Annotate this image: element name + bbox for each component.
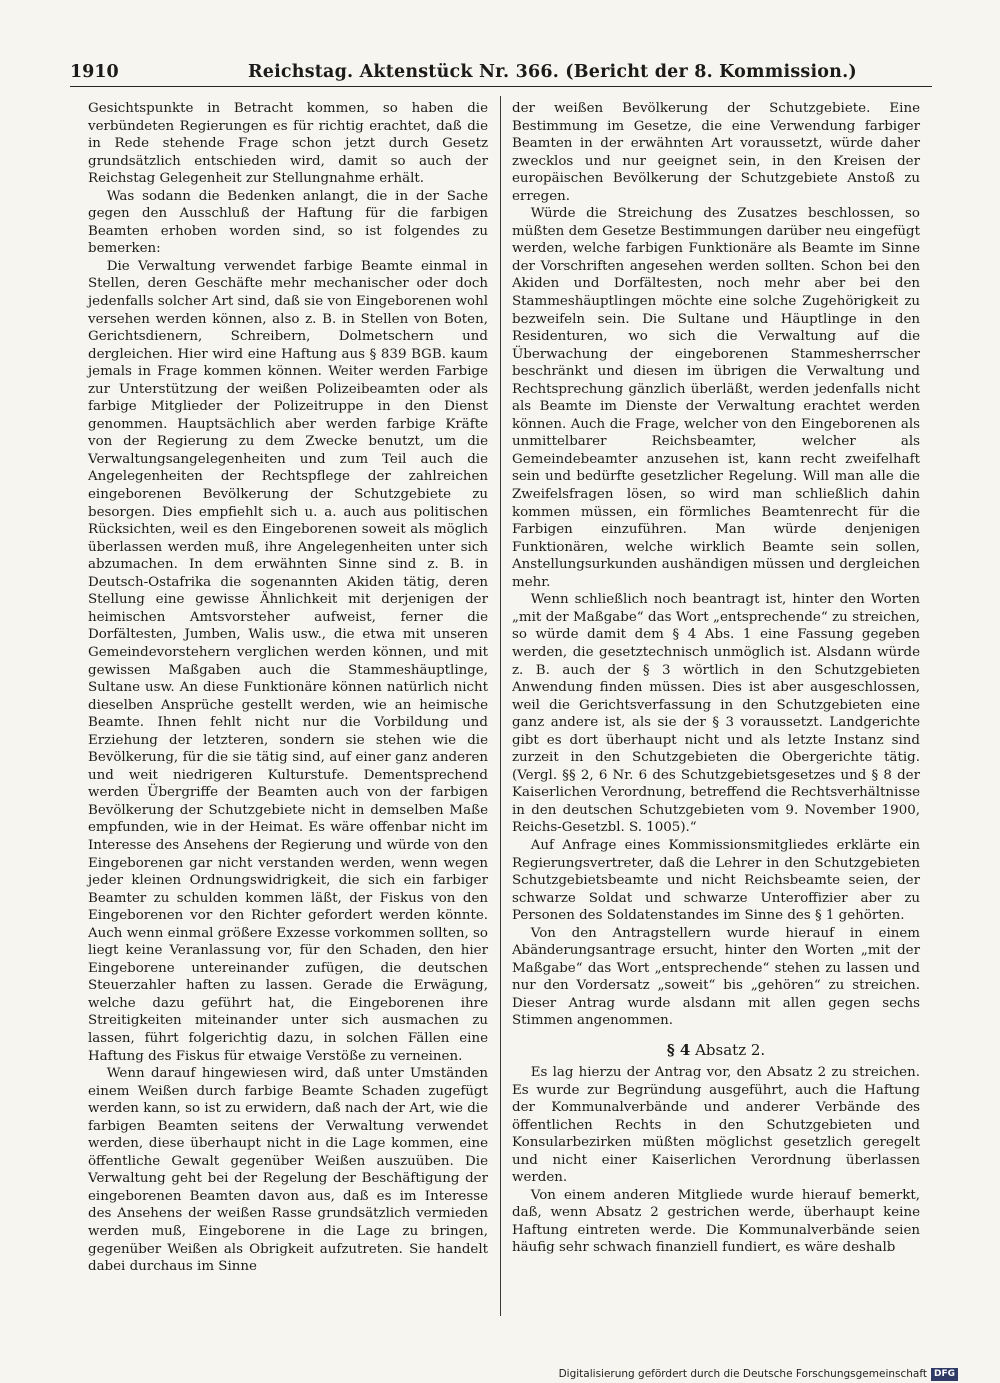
column-divider (500, 96, 501, 1316)
right-column (512, 100, 920, 1257)
paragraph: Gesichtspunkte in Betracht kommen, so haben die verbündeten Regierungen es für richtig erachtet, daß die in Rede stehende Frage schon jetzt durch Gesetz grundsätzlich entschieden wird, damit so auch der Reichstag Gelegenheit zur Stellungnahme erhält. (88, 101, 488, 187)
page-number: 1910 (70, 62, 119, 82)
paragraph: Was sodann die Bedenken anlangt, die in der Sache gegen den Ausschluß der Haftung für die farbigen Beamten erhoben worden sind, so ist folgendes zu bemerken: (88, 188, 488, 257)
left-column (88, 100, 488, 1276)
section-heading (512, 1040, 920, 1060)
footer (559, 1367, 958, 1381)
paragraph: Von einem anderen Mitgliede wurde hierauf bemerkt, daß, wenn Absatz 2 gestrichen werde, überhaupt keine Haftung eintreten werde. Die Kommunalverbände seien häufig sehr schwach finanziell fundiert, es wäre deshalb (512, 1187, 920, 1256)
running-title: Reichstag. Aktenstück Nr. 366. (Bericht der 8. Kommission.) (248, 62, 857, 82)
section-heading-text: Absatz 2. (690, 1040, 766, 1059)
digitization-credit: Digitalisierung gefördert durch die Deutsche Forschungsgemeinschaft (558, 1368, 927, 1380)
paragraph: Würde die Streichung des Zusatzes beschlossen, so müßten dem Gesetze Bestimmungen darüber neu eingefügt werden, welche farbigen Funktionäre als Beamte im Sinne der Vorschriften angesehen werden sollten. Schon bei den Akiden und Dorfältesten, noch mehr aber bei den Stammeshäuptlingen möchte eine solche Zugehörigkeit zu bezweifeln sein. Die Sultane und Häuptlinge in den Residenturen, wo sich die Verwaltung auf die Überwachung der eingeborenen Stammesherrscher beschränkt und diesen im übrigen die Verwaltung und Rechtsprechung gänzlich überläßt, werden jedenfalls nicht als Beamte im Dienste der Verwaltung erachtet werden können. Auch die Frage, welcher von den Eingeborenen als unmittelbarer Reichsbeamter, welcher als Gemeindebeamter anzusehen ist, kann recht zweifelhaft sein und bedürfte gesetzlicher Regelung. Will man alle die Zweifelsfragen lösen, so wird man schließlich dahin kommen müssen, ein förmliches Beamtenrecht für die Farbigen einzuführen. Man würde denjenigen Funktionären, welche wirklich Beamte sein sollen, Anstellungsurkunden aushändigen müssen und dergleichen mehr. (512, 206, 920, 590)
header-rule (70, 86, 932, 87)
paragraph: Auf Anfrage eines Kommissionsmitgliedes erklärte ein Regierungsvertreter, daß die Lehrer in den Schutzgebieten Schutzgebietsbeamte und nicht Reichsbeamte seien, der schwarze Soldat und schwarze Unteroffizier aber zu Personen des Soldatenstandes im Sinne des § 1 gehörten. (512, 837, 920, 924)
dfg-logo: DFG (931, 1368, 958, 1381)
page-header (70, 58, 930, 86)
paragraph: Wenn schließlich noch beantragt ist, hinter den Worten „mit der Maßgabe“ das Wort „entsprechende“ zu streichen, so würde damit dem § 4 Abs. 1 eine Fassung gegeben werden, die gesetztechnisch unmöglich ist. Alsdann würde z. B. auch der § 3 wörtlich in den Schutzgebieten Anwendung finden müssen. Dies ist aber ausgeschlossen, weil die Gerichtsverfassung in den Schutzgebieten eine ganz andere ist, als sie der § 3 voraussetzt. Landgerichte gibt es dort überhaupt nicht und als letzte Instanz sind zurzeit in den Schutzgebieten die Obergerichte tätig. (Vergl. §§ 2, 6 Nr. 6 des Schutzgebietsgesetzes und § 8 der Kaiserlichen Verordnung, betreffend die Rechtsverhältnisse in den deutschen Schutzgebieten vom 9. November 1900, Reichs-Gesetzbl. S. 1005).“ (512, 592, 920, 836)
paragraph: Von den Antragstellern wurde hierauf in einem Abänderungsantrage ersucht, hinter den Worten „mit der Maßgabe“ das Wort „entsprechende“ stehen zu lassen und nur den Vordersatz „soweit“ bis „gehören“ zu streichen. Dieser Antrag wurde alsdann mit allen gegen sechs Stimmen angenommen. (512, 925, 920, 1029)
paragraph: Die Verwaltung verwendet farbige Beamte einmal in Stellen, deren Geschäfte mehr mechanischer oder doch jedenfalls solcher Art sind, daß sie von Eingeborenen wohl versehen werden können, also z. B. in Stellen von Boten, Gerichtsdienern, Schreibern, Dolmetschern und dergleichen. Hier wird eine Haftung aus § 839 BGB. kaum jemals in Frage kommen können. Weiter werden Farbige zur Unterstützung der weißen Polizeibeamten oder als farbige Mitglieder der Polizeitruppe in den Dienst genommen. Hauptsächlich aber werden farbige Kräfte von der Regierung zu dem Zwecke benutzt, um die Verwaltungsangelegenheiten und zum Teil auch die Angelegenheiten der Rechtspflege der zahlreichen eingeborenen Bevölkerung der Schutzgebiete zu besorgen. Dies empfiehlt sich u. a. auch aus politischen Rücksichten, weil es den Eingeborenen soweit als möglich überlassen werden muß, ihre Angelegenheiten unter sich abzumachen. In dem erwähnten Sinne sind z. B. in Deutsch-Ostafrika die sogenannten Akiden tätig, deren Stellung eine gewisse Ähnlichkeit mit derjenigen der heimischen Amtsvorsteher aufweist, ferner die Dorfältesten, Jumben, Walis usw., die etwa mit unseren Gemeindevorstehern verglichen werden können, und mit gewissen Maßgaben auch die Stammeshäuptlinge, Sultane usw. An diese Funktionäre können natürlich nicht dieselben Ansprüche gestellt werden, wie an heimische Beamte. Ihnen fehlt nicht nur die Vorbildung und Erziehung der letzteren, sondern sie stehen wie die Bevölkerung, für die sie tätig sind, auf einer ganz anderen und weit niedrigeren Kulturstufe. Dementsprechend werden Übergriffe der Beamten auch von der farbigen Bevölkerung der Schutzgebiete nicht in demselben Maße empfunden, wie in der Heimat. Es wäre offenbar nicht im Interesse des Ansehens der Regierung und würde von den Eingeborenen gar nicht verstanden werden, wenn wegen jeder kleinen Ordnungswidrigkeit, die sich ein farbiger Beamter zu schulden kommen läßt, der Fiskus von den Eingeborenen vor den Richter gefordert werden könnte. Auch wenn einmal größere Exzesse vorkommen sollten, so liegt keine Veranlassung vor, für den Schaden, den hier Eingeborene untereinander zufügen, die deutschen Steuerzahler haften zu lassen. Gerade die Erwägung, welche dazu geführt hat, die Eingeborenen ihre Streitigkeiten miteinander unter sich ausmachen zu lassen, führt folgerichtig dazu, in solchen Fällen eine Haftung des Fiskus für etwaige Verstöße zu verneinen. (88, 258, 488, 1064)
paragraph: der weißen Bevölkerung der Schutzgebiete. Eine Bestimmung im Gesetze, die eine Verwendung farbiger Beamten in der erwähnten Art voraussetzt, würde daher zwecklos und nur geeignet sein, in den Kreisen der europäischen Bevölkerung der Schutzgebiete Anstoß zu erregen. (512, 101, 920, 204)
paragraph: Es lag hierzu der Antrag vor, den Absatz 2 zu streichen. Es wurde zur Begründung ausgeführt, auch die Haftung der Kommunalverbände und anderer Verbände des öffentlichen Rechts in den Schutzgebieten und Konsularbezirken müßten möglichst gesetzlich geregelt und nicht einer Kaiserlichen Verordnung überlassen werden. (512, 1064, 920, 1186)
section-number: § 4 (666, 1040, 691, 1059)
paragraph: Wenn darauf hingewiesen wird, daß unter Umständen einem Weißen durch farbige Beamte Schaden zugefügt werden kann, so ist zu erwidern, daß nach der Art, wie die farbigen Beamten seitens der Verwaltung verwendet werden, diese überhaupt nicht in die Lage kommen, eine öffentliche Gewalt gegenüber Weißen auszuüben. Die Verwaltung geht bei der Regelung der Beschäftigung der eingeborenen Beamten davon aus, daß es im Interesse des Ansehens der weißen Rasse grundsätzlich vermieden werden muß, Eingeborene in die Lage zu bringen, gegenüber Weißen als Obrigkeit aufzutreten. Sie handelt dabei durchaus im Sinne (88, 1066, 488, 1275)
